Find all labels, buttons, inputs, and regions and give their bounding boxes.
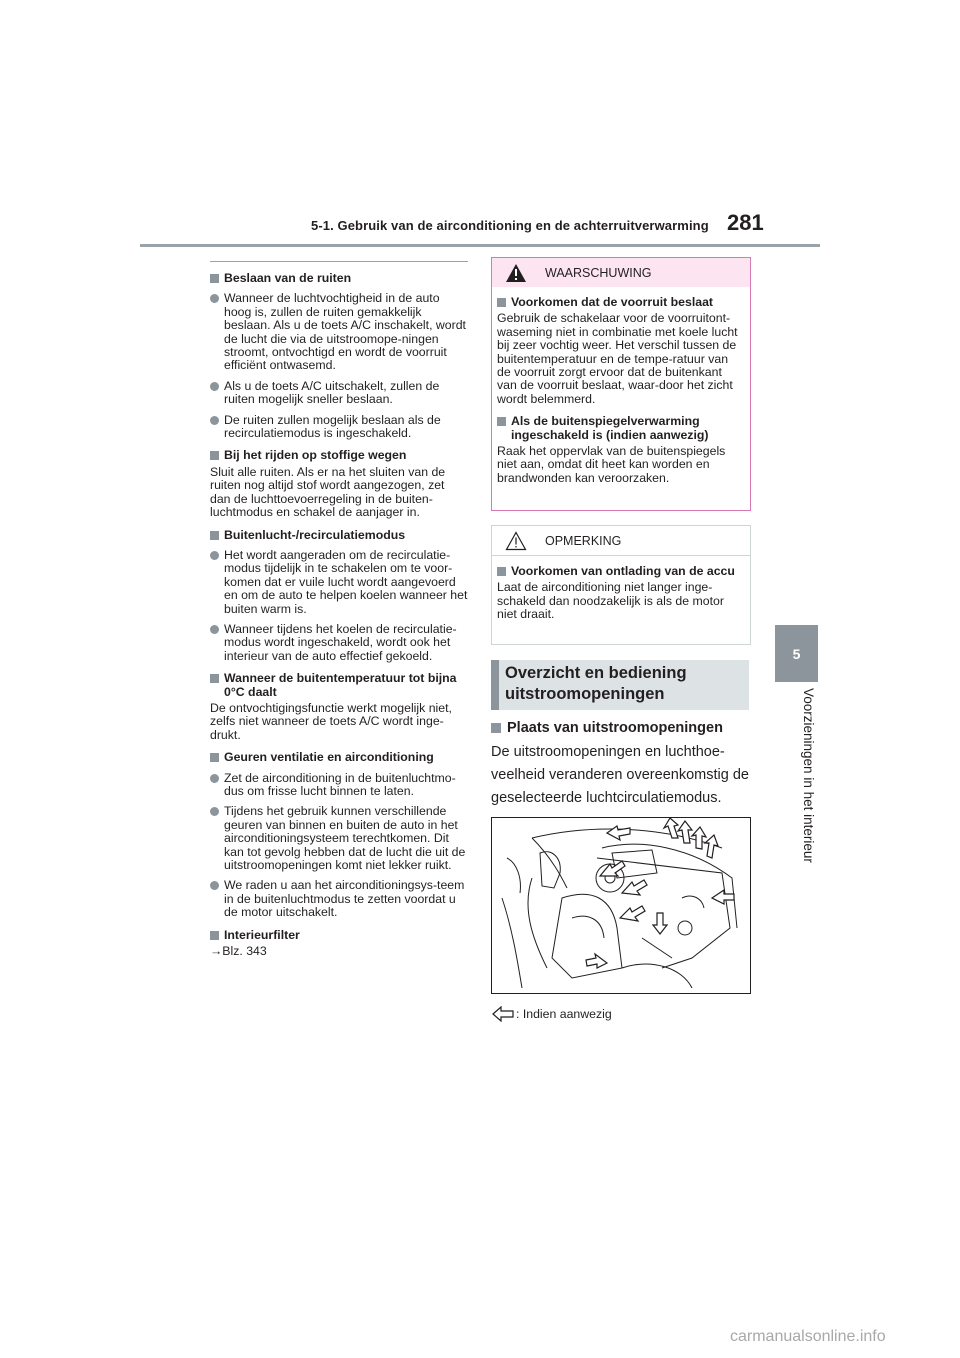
subheading (210, 929, 468, 942)
subheading-text: Bij het rijden op stoffige wegen (224, 448, 407, 463)
subheading-text: Buitenlucht-/recirculatiemodus (224, 527, 406, 542)
round-bullet-icon (210, 774, 219, 783)
round-bullet-icon (210, 382, 219, 391)
bullet-text: Als u de toets A/C uitschakelt, zullen de ruiten mogelijk sneller beslaan. (224, 378, 440, 407)
round-bullet-icon (210, 881, 219, 890)
bullet-item (210, 772, 468, 799)
illustration-legend (491, 1006, 612, 1022)
bullet-item (210, 623, 468, 663)
outlets-heading-text: Plaats van uitstroomopeningen (507, 720, 723, 736)
square-bullet-icon (497, 567, 506, 576)
round-bullet-icon (210, 551, 219, 560)
bullet-item (210, 549, 468, 616)
section-header (491, 660, 749, 710)
subheading (210, 449, 468, 462)
paragraph: De ontvochtigingsfunctie werkt mogelijk niet, zelfs niet wanneer de toets A/C wordt inge-drukt. (210, 700, 452, 742)
square-bullet-icon (497, 417, 506, 426)
bullet-text: Het wordt aangeraden om de recirculatie-modus tijdelijk in te schakelen om te voor-komen dat er vuile lucht wordt aangevoerd en om de auto te helpen koelen wanneer het buiten warm is. (224, 547, 468, 616)
column-rule (210, 261, 468, 262)
bullet-text: Tijdens het gebruik kunnen verschillende geuren van binnen en buiten de auto in het airconditioningsysteem terechtkomen. Dit kan tot gevolg hebben dat de lucht die uit de uitstroomopeningen komt niet lekker ruikt. (224, 804, 466, 873)
subheading (497, 415, 745, 442)
square-bullet-icon (491, 723, 501, 733)
left-column (210, 263, 468, 958)
warning-title: WAARSCHUWING (545, 265, 652, 280)
footer-watermark: carmanualsonline.info (730, 1328, 886, 1345)
bullet-item (210, 380, 468, 407)
paragraph: Raak het oppervlak van de buitenspiegels niet aan, omdat dit heet kan worden en brandwonden kan veroorzaken. (497, 444, 726, 485)
section-title: 5-1. Gebruik van de airconditioning en de achterruitverwarming (311, 218, 709, 233)
square-bullet-icon (210, 531, 219, 540)
subheading-text: Geuren ventilatie en airconditioning (224, 750, 434, 765)
chapter-number: 5 (792, 645, 801, 662)
section-heading-line1: Overzicht en bediening (505, 664, 687, 682)
bullet-item (210, 292, 468, 372)
section-heading (505, 663, 687, 705)
round-bullet-icon (210, 807, 219, 816)
chapter-tab (775, 625, 818, 682)
square-bullet-icon (210, 753, 219, 762)
bullet-text: Zet de airconditioning in de buitenluchtmo-dus om frisse lucht binnen te laten. (224, 770, 456, 798)
round-bullet-icon (210, 294, 219, 303)
paragraph: Gebruik de schakelaar voor de voorruitont-waseming niet in combinatie met koele lucht bij zeer vochtig weer. Het verschil tussen de buitentemperatuur en de tempe-ratuur van de voorruit zorgt ervoor dat de buitenkant van de voorruit beslaat, waar-door het zicht wordt belemmerd. (497, 311, 738, 406)
subheading (497, 565, 745, 578)
caution-triangle-icon (505, 531, 527, 551)
bullet-item (210, 805, 468, 872)
outlets-description: De uitstroomopeningen en luchthoe-veelheid veranderen overeenkomstig de geselecteerde luchtcirculatiemodus. (491, 744, 749, 806)
square-bullet-icon (497, 298, 506, 307)
warning-body (492, 296, 750, 485)
subheading-text: Interieurfilter (224, 927, 300, 942)
subheading (210, 272, 468, 285)
air-outlets-illustration (491, 817, 751, 994)
square-bullet-icon (210, 674, 219, 683)
subheading (210, 751, 468, 764)
section-heading-line2: uitstroomopeningen (505, 685, 665, 703)
header-rule (140, 244, 820, 247)
subheading-text: Als de buitenspiegelverwarming ingeschakeld is (indien aanwezig) (511, 414, 709, 442)
note-title: OPMERKING (545, 533, 622, 548)
outlet-arrow-icon (491, 1006, 515, 1022)
paragraph: Laat de airconditioning niet langer inge-schakeld dan noodzakelijk is als de motor niet draait. (497, 580, 724, 622)
airflow-arrows (586, 818, 734, 968)
bullet-text: Wanneer de luchtvochtigheid in de auto hoog is, zullen de ruiten gemakkelijk beslaan. Als u de toets A/C inschakelt, wordt de lucht die via de uitstroomope-ningen stroomt, ontvochtigd en wordt de voorruit efficiënt ontwasemd. (224, 291, 466, 373)
subheading-text: Voorkomen dat de voorruit beslaat (511, 295, 714, 309)
car-interior-drawing (492, 818, 750, 993)
page-number: 281 (727, 210, 764, 235)
paragraph: →Blz. 343 (210, 944, 267, 959)
subheading (210, 672, 468, 699)
bullet-item (210, 414, 468, 441)
note-header (492, 526, 750, 556)
square-bullet-icon (210, 931, 219, 940)
paragraph: Sluit alle ruiten. Als er na het sluiten van de ruiten nog altijd stof wordt aangezogen, zet dan de luchttoevoerregeling in de buiten-luchtmodus en schakel de aanjager in. (210, 464, 446, 520)
outlets-heading (491, 720, 723, 736)
round-bullet-icon (210, 416, 219, 425)
subheading (210, 529, 468, 542)
subheading-text: Beslaan van de ruiten (224, 271, 352, 285)
subheading-text: Voorkomen van ontlading van de accu (511, 564, 735, 578)
bullet-text: Wanneer tijdens het koelen de recirculatie-modus wordt ingeschakeld, wordt ook het interieur van de auto effectief gekoeld. (224, 621, 457, 663)
chapter-label: Voorzieningen in het interieur (801, 688, 816, 863)
bullet-item (210, 879, 468, 919)
bullet-text: We raden u aan het airconditioningsys-teem in de buitenluchtmodus te zetten voordat u de motor uitschakelt. (224, 878, 465, 920)
note-box (491, 525, 751, 645)
warning-header (492, 258, 750, 287)
subheading-text: Wanneer de buitentemperatuur tot bijna 0°C daalt (224, 671, 457, 699)
bullet-text: De ruiten zullen mogelijk beslaan als de recirculatiemodus is ingeschakeld. (224, 412, 441, 441)
warning-triangle-icon (505, 263, 527, 283)
square-bullet-icon (210, 274, 219, 283)
warning-box (491, 257, 751, 511)
subheading (497, 296, 745, 309)
round-bullet-icon (210, 625, 219, 634)
legend-text: : Indien aanwezig (516, 1007, 612, 1021)
note-body (492, 565, 750, 622)
square-bullet-icon (210, 451, 219, 460)
